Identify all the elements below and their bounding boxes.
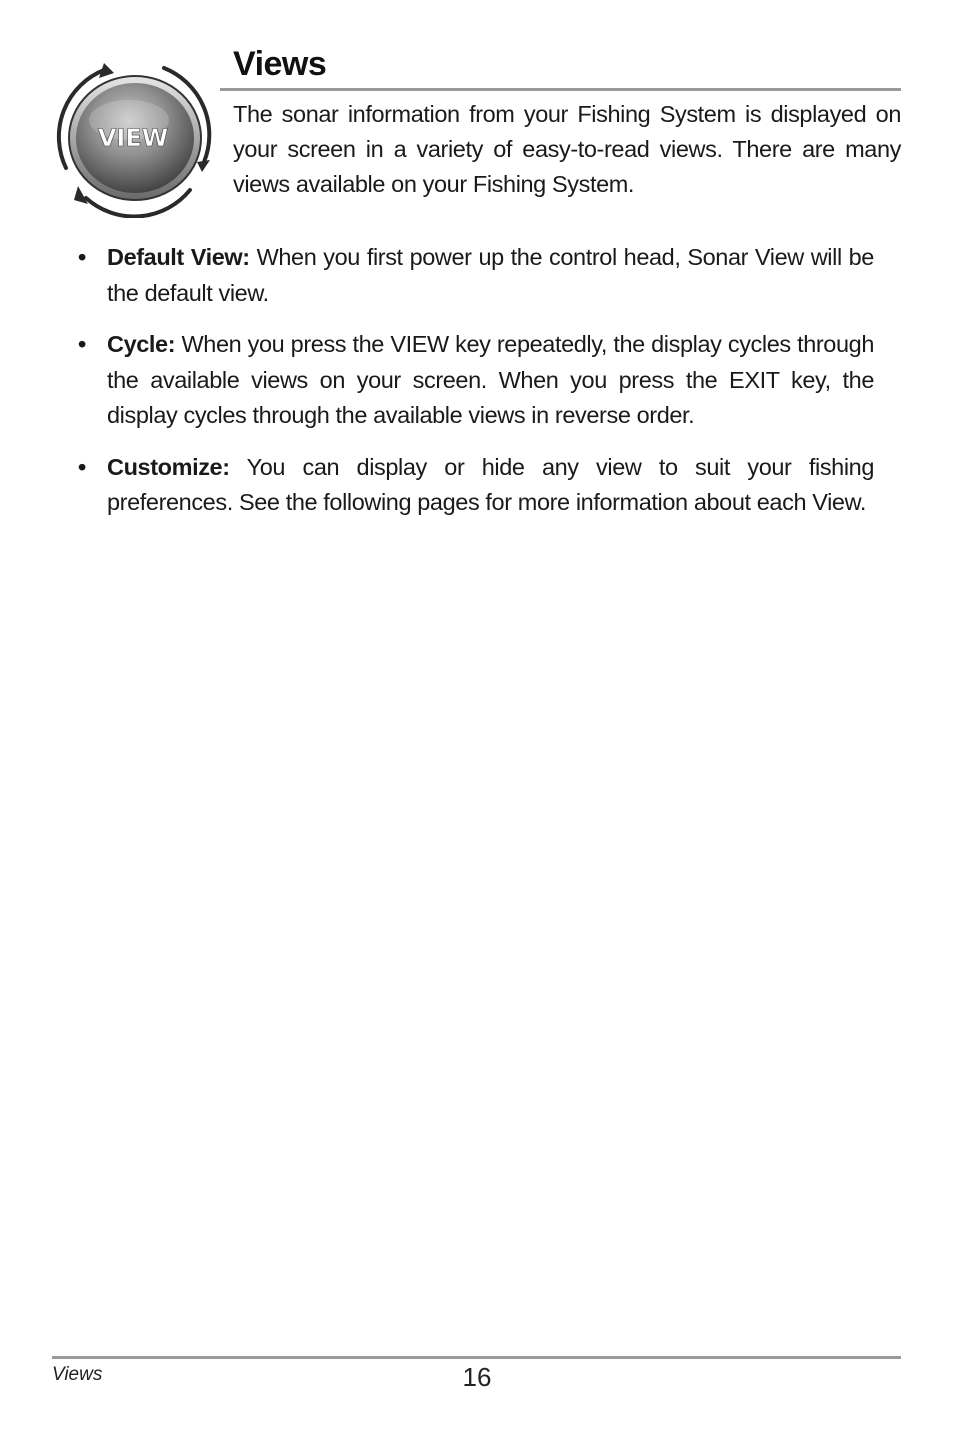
bullet-text: When you first power up the control head, Sonar View will be the default view.: [107, 244, 874, 306]
list-item: [78, 327, 874, 434]
bullet-term: Customize:: [107, 453, 230, 480]
page-number: 16: [462, 1362, 492, 1392]
bullet-term: Default View:: [107, 244, 250, 270]
bullet-icon: •: [78, 244, 86, 270]
bullet-text: You can display or hide any view to suit your fishing preferences. See the following pages for more information about each View.: [107, 453, 874, 515]
bullet-text: When you press the VIEW key repeatedly, the display cycles through the available views on your screen. When you press the EXIT key, the display cycles through the available views in reverse order.: [107, 331, 874, 428]
view-key-icon: [52, 58, 222, 218]
bullet-list: [78, 240, 874, 537]
page-title: Views: [233, 45, 327, 83]
title-divider: [220, 88, 901, 91]
list-item: [78, 450, 874, 521]
footer-section-label: Views: [52, 1364, 103, 1385]
list-item: [78, 240, 874, 311]
bullet-icon: •: [78, 331, 86, 357]
view-key-label: VIEW: [97, 124, 169, 152]
footer-divider: [52, 1356, 901, 1359]
intro-paragraph: The sonar information from your Fishing System is displayed on your screen in a variety of easy-to-read views. There are many views available on your Fishing System.: [233, 101, 901, 197]
bullet-icon: •: [78, 453, 86, 480]
bullet-term: Cycle:: [107, 331, 176, 357]
